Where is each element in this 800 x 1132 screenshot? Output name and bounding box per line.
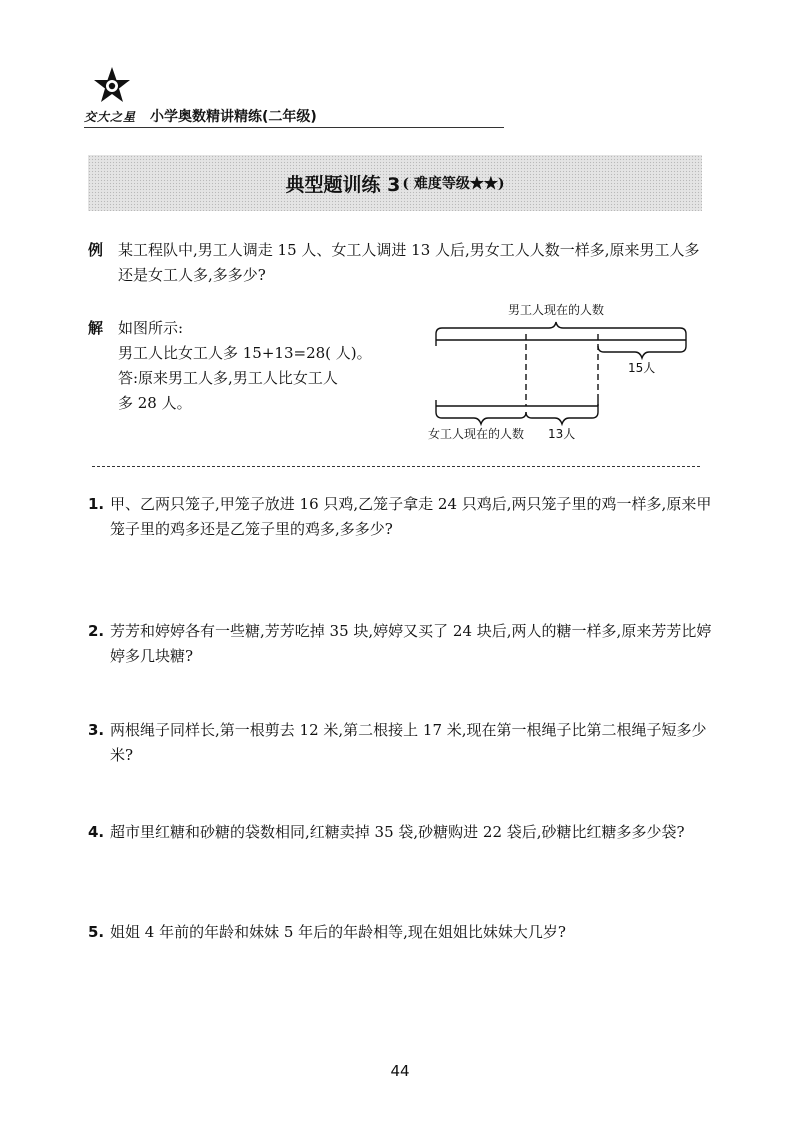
question-number: 4. [88,823,105,841]
question-text: 超市里红糖和砂糖的袋数相同,红糖卖掉 35 袋,砂糖购进 22 袋后,砂糖比红糖多多少袋? [110,823,685,841]
question-text: 姐姐 4 年前的年龄和妹妹 5 年后的年龄相等,现在姐姐比妹妹大几岁? [110,923,566,941]
solution-line: 多 28 人。 [118,394,192,412]
question-number: 5. [88,923,105,941]
example-label: 例 [88,241,104,259]
solution-label: 解 [88,319,104,337]
solution-line: 男工人比女工人多 15+13=28( 人)。 [118,344,372,362]
example-problem [88,238,708,288]
fifteen-label: 15人 [628,361,656,375]
question-1 [88,492,716,542]
top-label: 男工人现在的人数 [508,303,605,317]
question-number: 3. [88,721,105,739]
question-4 [88,820,716,845]
difficulty-label: ( 难度等级★★) [402,176,505,192]
top-brace [436,322,686,334]
section-banner [88,155,702,211]
question-number: 1. [88,495,105,513]
question-2 [88,619,716,669]
dashed-divider [92,466,700,467]
page-number: 44 [390,1062,410,1080]
section-title: 典型题训练 3 [285,173,401,196]
thirteen-label: 13人 [548,427,576,441]
publisher-logo [84,66,142,132]
question-5 [88,920,716,945]
solution [88,316,418,416]
question-text: 两根绳子同样长,第一根剪去 12 米,第二根接上 17 米,现在第一根绳子比第二根绳子短多少米? [110,721,707,764]
thirteen-brace [526,412,598,424]
example-text: 某工程队中,男工人调走 15 人、女工人调进 13 人后,男女工人人数一样多,原来男工人多还是女工人多,多多少? [118,241,700,284]
star-logo-icon [92,66,132,106]
book-title: 小学奥数精讲精练(二年级) [150,109,317,125]
question-3 [88,718,716,768]
solution-line: 如图所示: [118,319,184,337]
header-rule [84,127,504,128]
logo-text: 交大之星 [84,110,137,124]
solution-line: 答:原来男工人多,男工人比女工人 [118,369,338,387]
female-brace [436,412,526,424]
question-text: 芳芳和婷婷各有一些糖,芳芳吃掉 35 块,婷婷又买了 24 块后,两人的糖一样多,原来芳芳比婷婷多几块糖? [110,622,712,665]
fifteen-brace [598,346,686,358]
line-segment-diagram [420,296,710,446]
question-text: 甲、乙两只笼子,甲笼子放进 16 只鸡,乙笼子拿走 24 只鸡后,两只笼子里的鸡一样多,原来甲笼子里的鸡多还是乙笼子里的鸡多,多多少? [110,495,712,538]
female-label: 女工人现在的人数 [428,427,525,441]
question-number: 2. [88,622,105,640]
